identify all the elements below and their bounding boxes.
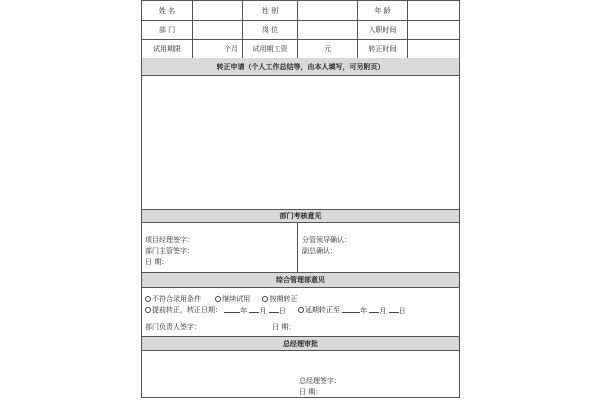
probation-salary-value[interactable] <box>298 39 357 58</box>
vp-confirm-label: 分管领导确认： <box>302 236 351 244</box>
months-unit: 个月 <box>224 44 238 53</box>
option-not-qualified[interactable]: 不符合录用条件 <box>145 294 201 304</box>
dept-label: 部 门 <box>158 25 176 34</box>
option-on-schedule[interactable]: 按期转正 <box>262 294 297 304</box>
day-label: 日 <box>398 307 406 315</box>
join-date-value[interactable] <box>408 20 460 39</box>
month-label: 月 <box>259 307 267 315</box>
radio-icon <box>145 307 151 313</box>
radio-icon <box>215 296 221 302</box>
probation-period-value[interactable] <box>193 39 242 58</box>
gm-date-label: 日 期： <box>299 388 323 396</box>
hr-review-header: 综合管理部意见 <box>142 273 459 287</box>
name-label: 姓 名 <box>158 6 176 15</box>
gender-value[interactable] <box>298 1 357 20</box>
gm-sign-label: 总经理签字： <box>299 377 341 385</box>
dept-review-header: 部门考核意见 <box>142 210 459 222</box>
radio-icon <box>145 296 151 302</box>
deputy-gm-sign-label: 副总确认： <box>302 247 337 255</box>
age-value[interactable] <box>408 1 460 20</box>
year-label: 年 <box>240 307 248 315</box>
year-label: 年 <box>360 307 368 315</box>
probation-period-label: 试用期限 <box>153 44 181 53</box>
probation-form <box>141 0 460 398</box>
dept-head-sign-label: 部门负责人签字： <box>145 323 201 331</box>
probation-salary-label: 试用期工资 <box>252 44 288 53</box>
option-continue[interactable]: 继续试用 <box>215 294 250 304</box>
application-text-area[interactable] <box>144 77 457 209</box>
option-early[interactable]: 提前转正，转正日期： <box>145 305 222 315</box>
regular-date-label: 转正时间 <box>368 44 397 53</box>
position-value[interactable] <box>298 20 357 39</box>
radio-icon <box>298 307 304 313</box>
hr-date-label: 日 期： <box>272 323 296 331</box>
gender-label: 性 别 <box>261 6 279 15</box>
month-label: 月 <box>379 307 387 315</box>
application-header: 转正申请（个人工作总结等，由本人填写，可另附页） <box>142 58 459 75</box>
yuan-unit: 元 <box>324 44 331 53</box>
pm-sign-label: 项目经理签字： <box>145 236 194 244</box>
position-label: 岗 位 <box>261 25 279 34</box>
dept-value[interactable] <box>193 20 242 39</box>
join-date-label: 入职时间 <box>368 25 397 34</box>
hr-options-row-1 <box>145 294 297 304</box>
info-grid <box>142 1 459 58</box>
radio-icon <box>262 296 268 302</box>
hr-options-row-2 <box>145 305 406 316</box>
age-label: 年 龄 <box>374 6 391 15</box>
dept-date-label: 日 期： <box>145 258 169 266</box>
option-extend[interactable]: 延期转正至 <box>298 305 340 315</box>
day-label: 日 <box>278 307 286 315</box>
regular-date-value[interactable] <box>408 39 460 58</box>
supervisor-sign-label: 部门主管签字： <box>145 247 194 255</box>
gm-approval-header: 总经理审批 <box>142 337 459 350</box>
name-value[interactable] <box>193 1 242 20</box>
